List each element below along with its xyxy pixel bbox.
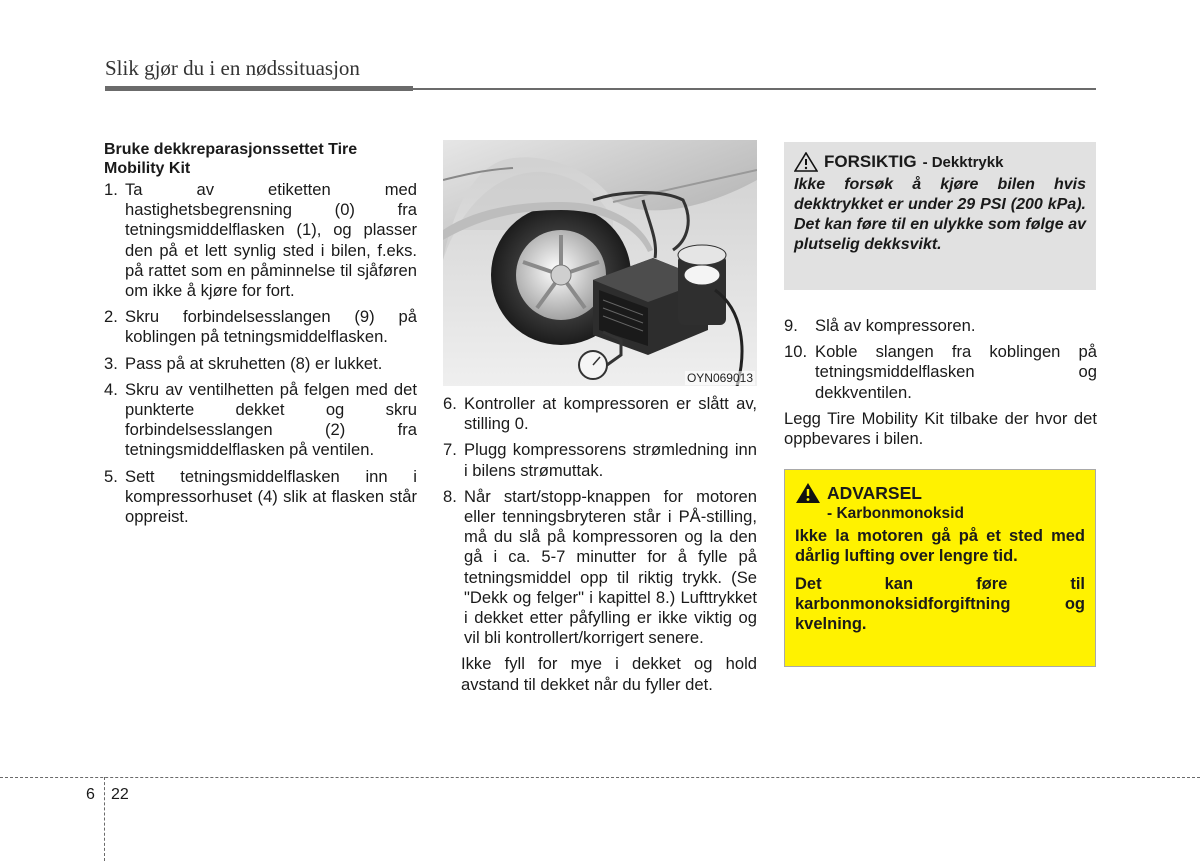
step-number: 7. [443, 440, 457, 460]
list-item [104, 380, 417, 461]
header-rule-thin [413, 88, 1096, 90]
step-number: 3. [104, 353, 118, 373]
list-item [784, 316, 1097, 336]
chapter-number: 6 [86, 786, 95, 803]
column-middle [443, 394, 757, 695]
list-item [104, 180, 417, 301]
warning-subtitle: - Karbonmonoksid [827, 505, 964, 522]
list-item [104, 467, 417, 528]
steps-list-middle [443, 394, 757, 648]
step-number: 2. [104, 307, 118, 327]
warning-title: ADVARSEL [827, 482, 922, 503]
warning-text-2: Det kan føre til karbonmonoksidforgiftning og kvelning. [795, 575, 1085, 633]
page-number: 22 [111, 786, 129, 803]
note-paragraph: Ikke fyll for mye i dekket og hold avstand til dekket når du fyller det. [461, 654, 757, 694]
warning-text-1: Ikke la motoren gå på et sted med dårlig lufting over lengre tid. [795, 527, 1085, 565]
step-text: Sett tetningsmiddelflasken inn i kompressorhuset (4) slik at flasken står oppreist. [125, 466, 417, 527]
caution-heading [794, 152, 1086, 172]
caution-triangle-icon [794, 152, 818, 172]
step-text: Kontroller at kompressoren er slått av, stilling 0. [464, 394, 757, 434]
steps-list-left [104, 180, 417, 527]
footer-dashed-rule [0, 777, 1200, 778]
step-number: 5. [104, 466, 118, 486]
step-text: Plugg kompressorens strømledning inn i bilens strømuttak. [464, 440, 757, 480]
step-number: 6. [443, 394, 457, 413]
car-wheel-compressor-drawing [443, 140, 757, 386]
warning-box [784, 469, 1096, 667]
step-text: Pass på at skruhetten (8) er lukket. [125, 353, 383, 373]
caution-title: FORSIKTIG [824, 152, 917, 171]
list-item [104, 307, 417, 347]
list-item [104, 354, 417, 374]
page-header-title: Slik gjør du i en nødssituasjon [105, 56, 360, 80]
caution-text: Ikke forsøk å kjøre bilen hvis dekktrykket er under 29 PSI (200 kPa). Det kan føre til en ulykke som følge av plutselig dekksvikt. [794, 176, 1086, 253]
caution-box [784, 142, 1096, 290]
step-text: Når start/stopp-knappen for motoren eller tenningsbryteren står i PÅ-stilling, må du slå på kompressoren og la den gå i ca. 5-7 minutter for å fylle på tetningsmiddel opp til riktig trykk. (Se "Dekk og felger" i kapittel 8.) Lufttrykket i dekket etter påfylling er ikke viktig og vil bli kontrollert/korrigert senere. [464, 486, 757, 648]
tire-compressor-illustration [443, 140, 757, 386]
sealant-bottle-icon [678, 245, 726, 325]
step-number: 1. [104, 180, 118, 199]
column-left [104, 140, 417, 533]
figure-code: OYN069013 [686, 371, 753, 385]
steps-list-right [784, 316, 1097, 403]
caution-subtitle: - Dekktrykk [922, 153, 1004, 171]
section-subheading: Bruke dekkreparasjonssettet Tire Mobility Kit [104, 141, 358, 177]
step-text: Skru forbindelsesslangen (9) på koblingen på tetningsmiddelflasken. [125, 307, 417, 347]
list-item [443, 487, 757, 649]
list-item [443, 440, 757, 480]
warning-triangle-icon [795, 482, 821, 504]
step-number: 10. [784, 342, 808, 362]
column-right [784, 316, 1097, 449]
list-item [784, 342, 1097, 403]
step-text: Koble slangen fra koblingen på tetningsmiddelflasken og dekkventilen. [815, 342, 1097, 402]
step-number: 4. [104, 379, 118, 399]
step-number: 9. [784, 316, 798, 335]
step-text: Skru av ventilhetten på felgen med det punkterte dekket og skru forbindelsesslangen (2) fra tetningsmiddelflasken på ventilen. [125, 379, 417, 460]
pressure-gauge-icon [579, 351, 607, 379]
step-text: Slå av kompressoren. [815, 316, 976, 335]
step-text: Ta av etiketten med hastighetsbegrensning (0) fra tetningsmiddelflasken (1), og plasser den på et lett synlig sted i bilen, f.eks. på rattet som en påminnelse til sjåføren om ikke å kjøre for fort. [125, 180, 417, 301]
list-item [443, 394, 757, 434]
header-rule-thick [105, 86, 413, 91]
step-number: 8. [443, 486, 457, 506]
note-paragraph: Legg Tire Mobility Kit tilbake der hvor det oppbevares i bilen. [784, 408, 1097, 449]
warning-heading [795, 482, 1085, 504]
footer-dashed-divider [104, 777, 105, 861]
